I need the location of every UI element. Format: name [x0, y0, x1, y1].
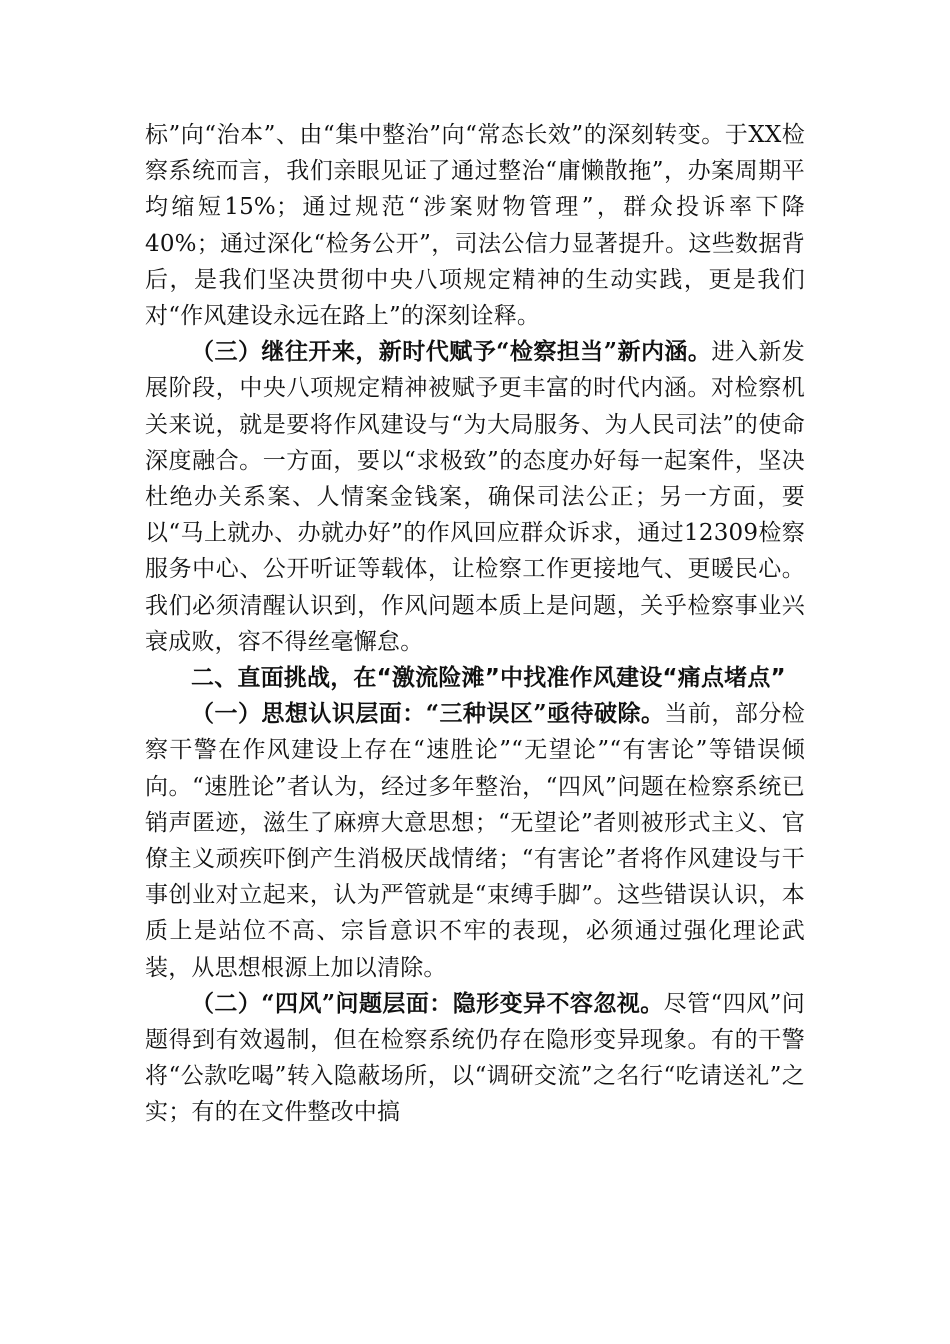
paragraph-section-2-1: [145, 696, 805, 986]
paragraph-section-2-2: [145, 986, 805, 1131]
paragraph-body-2-2: 尽管“四风”问题得到有效遏制，但在检察系统仍存在隐形变异现象。有的干警将“公款吃喝”转入隐蔽场所，以“调研交流”之名行“吃请送礼”之实；有的在文件整改中搞: [145, 990, 805, 1126]
paragraph-section-1-3: [145, 334, 805, 660]
paragraph-continuation: 标”向“治本”、由“集中整治”向“常态长效”的深刻转变。于XX检察系统而言，我们亲眼见证了通过整治“庸懒散拖”，办案周期平均缩短15%；通过规范“涉案财物管理”，群众投诉率下降40%；通过深化“检务公开”，司法公信力显著提升。这些数据背后，是我们坚决贯彻中央八项规定精神的生动实践，更是我们对“作风建设永远在路上”的深刻诠释。: [145, 122, 805, 330]
subheading-2-1: （一）思想认识层面：“三种误区”亟待破除。: [191, 700, 665, 728]
section-heading-2: 二、直面挑战，在“激流险滩”中找准作风建设“痛点堵点”: [191, 665, 786, 692]
document-body: [145, 117, 805, 1131]
subheading-1-3: （三）继往开来，新时代赋予“检察担当”新内涵。: [191, 338, 712, 366]
subheading-2-2: （二）“四风”问题层面：隐形变异不容忽视。: [191, 989, 664, 1017]
paragraph-body-1-3: 进入新发展阶段，中央八项规定精神被赋予更丰富的时代内涵。对检察机关来说，就是要将作风建设与“为大局服务、为人民司法”的使命深度融合。一方面，要以“求极致”的态度办好每一起案件，坚决杜绝办关系案、人情案金钱案，确保司法公正；另一方面，要以“马上就办、办就办好”的作风回应群众诉求，通过12309检察服务中心、公开听证等载体，让检察工作更接地气、更暖民心。我们必须清醒认识到，作风问题本质上是问题，关乎检察事业兴衰成败，容不得丝毫懈怠。: [145, 339, 805, 655]
paragraph-body-2-1: 当前，部分检察干警在作风建设上存在“速胜论”“无望论”“有害论”等错误倾向。“速胜论”者认为，经过多年整治，“四风”问题在检察系统已销声匿迹，滋生了麻痹大意思想；“无望论”者则被形式主义、官僚主义顽疾吓倒产生消极厌战情绪；“有害论”者将作风建设与干事创业对立起来，认为严管就是“束缚手脚”。这些错误认识，本质上是站位不高、宗旨意识不牢的表现，必须通过强化理论武装，从思想根源上加以清除。: [145, 701, 805, 981]
